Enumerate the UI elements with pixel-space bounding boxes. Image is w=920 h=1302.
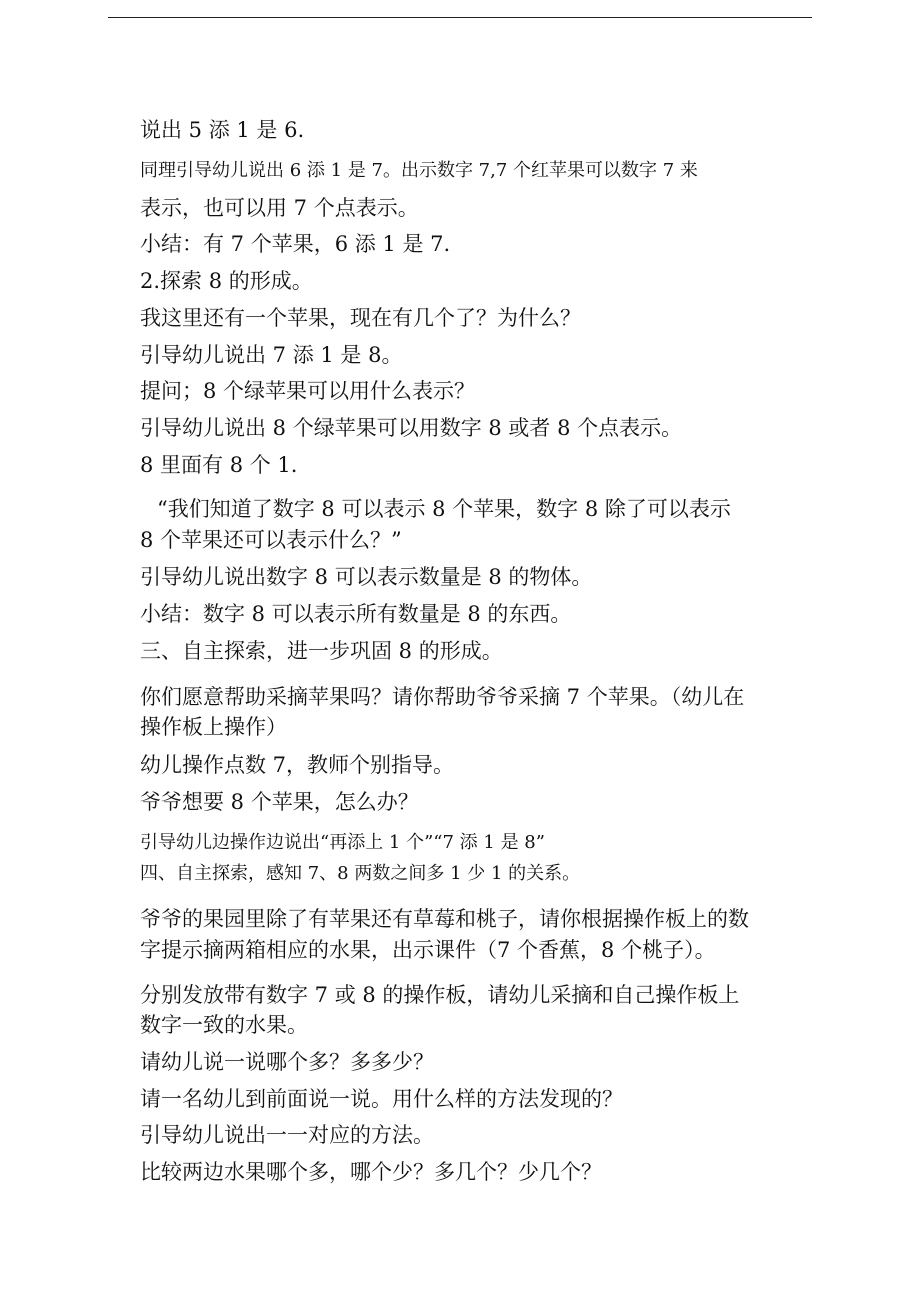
text-line: 爷爷想要 8 个苹果，怎么办？ bbox=[140, 790, 419, 814]
text-line: 引导幼儿说出 7 添 1 是 8。 bbox=[140, 343, 403, 367]
text-line: 小结：数字 8 可以表示所有数量是 8 的东西。 bbox=[140, 602, 572, 626]
quote-line: “我们知道了数字 8 可以表示 8 个苹果，数字 8 除了可以表示 bbox=[157, 497, 731, 521]
text-line: 说出 5 添 1 是 6. bbox=[140, 118, 305, 142]
section-heading: 三、自主探索，进一步巩固 8 的形成。 bbox=[140, 639, 503, 663]
text-line: 字提示摘两箱相应的水果，出示课件（7 个香蕉，8 个桃子）。 bbox=[140, 938, 716, 962]
text-line: 同理引导幼儿说出 6 添 1 是 7。出示数字 7,7 个红苹果可以数字 7 来 bbox=[140, 160, 698, 181]
quote-line: 8 个苹果还可以表示什么？” bbox=[140, 528, 402, 552]
text-line: 提问；8 个绿苹果可以用什么表示？ bbox=[140, 379, 476, 403]
text-line: 爷爷的果园里除了有苹果还有草莓和桃子，请你根据操作板上的数 bbox=[140, 907, 749, 931]
text-line: 引导幼儿说出数字 8 可以表示数量是 8 的物体。 bbox=[140, 565, 593, 589]
text-line: 数字一致的水果。 bbox=[140, 1013, 308, 1037]
text-line: 操作板上操作） bbox=[140, 715, 287, 739]
text-line: 引导幼儿边操作边说出“再添上 1 个”“7 添 1 是 8” bbox=[140, 832, 545, 853]
text-line: 请一名幼儿到前面说一说。用什么样的方法发现的？ bbox=[140, 1087, 623, 1111]
text-line: 2.探索 8 的形成。 bbox=[140, 269, 313, 293]
text-line: 你们愿意帮助采摘苹果吗？请你帮助爷爷采摘 7 个苹果。（幼儿在 bbox=[140, 685, 745, 709]
text-line: 引导幼儿说出一一对应的方法。 bbox=[140, 1123, 434, 1147]
text-line: 引导幼儿说出 8 个绿苹果可以用数字 8 或者 8 个点表示。 bbox=[140, 416, 683, 440]
text-line: 8 里面有 8 个 1. bbox=[140, 453, 298, 477]
text-line: 表示，也可以用 7 个点表示。 bbox=[140, 196, 419, 220]
text-line: 分别发放带有数字 7 或 8 的操作板，请幼儿采摘和自己操作板上 bbox=[140, 983, 740, 1007]
text-line: 幼儿操作点数 7，教师个别指导。 bbox=[140, 753, 455, 777]
text-line: 请幼儿说一说哪个多？多多少？ bbox=[140, 1050, 434, 1074]
text-line: 我这里还有一个苹果，现在有几个了？为什么？ bbox=[140, 306, 581, 330]
text-line: 小结：有 7 个苹果，6 添 1 是 7. bbox=[140, 232, 451, 256]
header-rule bbox=[108, 17, 812, 18]
text-line: 比较两边水果哪个多，哪个少？多几个？少几个？ bbox=[140, 1160, 602, 1184]
section-heading: 四、自主探索，感知 7、8 两数之间多 1 少 1 的关系。 bbox=[140, 863, 581, 884]
